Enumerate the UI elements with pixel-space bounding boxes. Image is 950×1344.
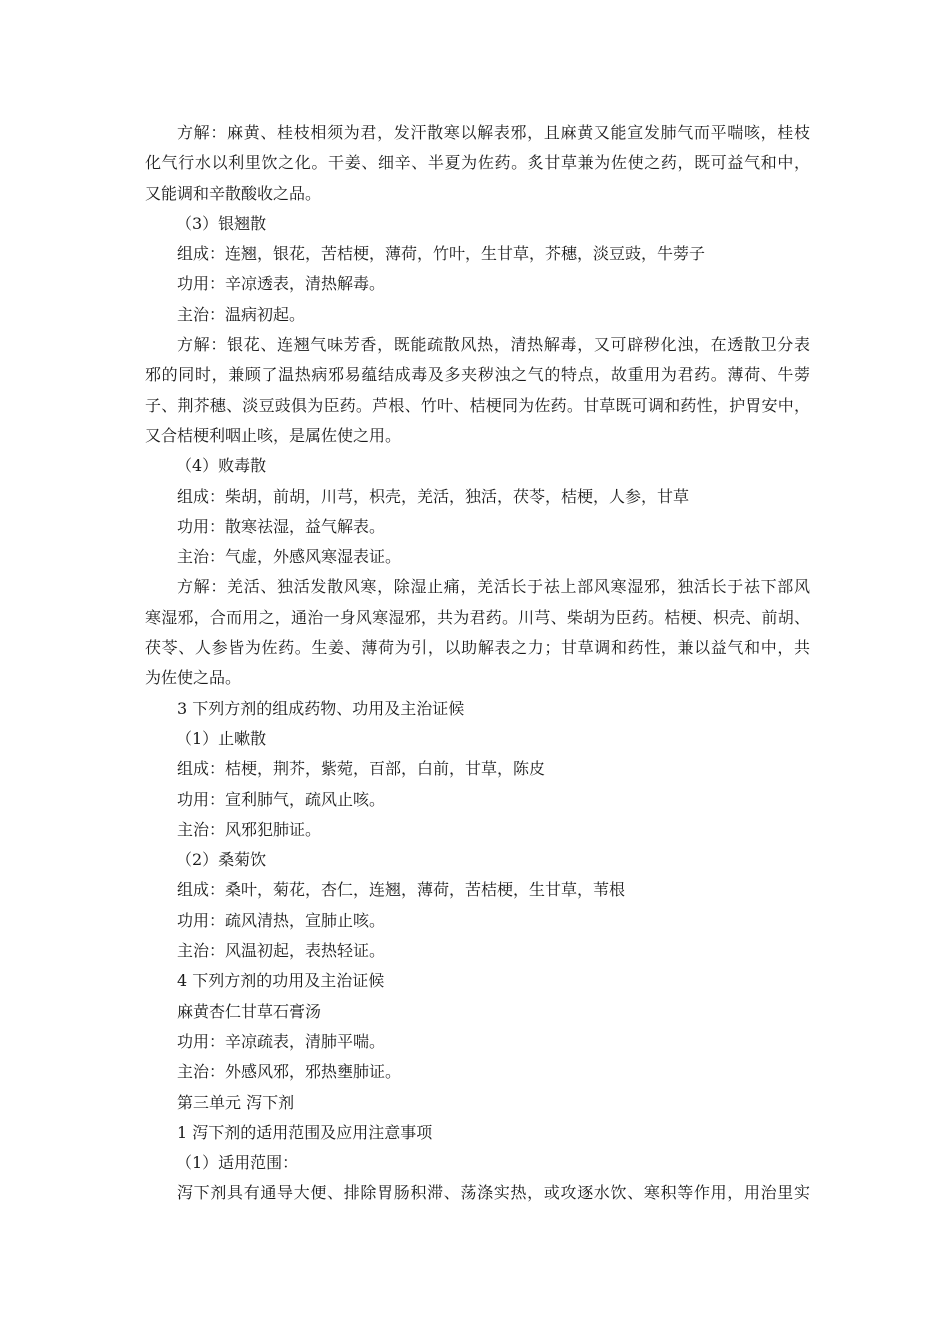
text-line: （2）桑菊饮 — [176, 850, 267, 870]
text-line: 化气行水以利里饮之化。干姜、细辛、半夏为佐药。炙甘草兼为佐使之药，既可益气和中， — [145, 153, 810, 173]
document-body — [145, 118, 810, 1209]
text-line: 组成：柴胡，前胡，川芎，枳壳，羌活，独活，茯苓，桔梗，人参，甘草 — [177, 486, 690, 506]
text-line: 麻黄杏仁甘草石膏汤 — [177, 1001, 322, 1021]
text-line: （1）适用范围： — [176, 1153, 299, 1173]
text-line: 子、荆芥穗、淡豆豉俱为臣药。芦根、竹叶、桔梗同为佐药。甘草既可调和药性，护胃安中， — [145, 395, 810, 415]
text-line: 4 下列方剂的功用及主治证候 — [177, 971, 385, 991]
text-line: 3 下列方剂的组成药物、功用及主治证候 — [177, 698, 465, 718]
text-line: 为佐使之品。 — [145, 668, 242, 688]
text-line: 1 泻下剂的适用范围及应用注意事项 — [177, 1122, 433, 1142]
text-line: 组成：连翘，银花，苦桔梗，薄荷，竹叶，生甘草，芥穗，淡豆豉，牛蒡子 — [177, 244, 706, 264]
text-line: （1）止嗽散 — [176, 728, 267, 748]
text-line: 功用：辛凉透表，清热解毒。 — [177, 274, 386, 294]
text-line: 方解：麻黄、桂枝相须为君，发汗散寒以解表邪，且麻黄又能宣发肺气而平喘咳，桂枝 — [177, 123, 810, 142]
text-line: 寒湿邪，合而用之，通治一身风寒湿邪，共为君药。川芎、柴胡为臣药。桔梗、枳壳、前胡、 — [145, 607, 810, 627]
text-line: 主治：风邪犯肺证。 — [177, 819, 322, 839]
text-line: 功用：辛凉疏表，清肺平喘。 — [177, 1031, 386, 1051]
text-line: 邪的同时，兼顾了温热病邪易蕴结成毒及多夹秽浊之气的特点，故重用为君药。薄荷、牛蒡 — [145, 365, 810, 385]
text-line: 主治：外感风邪，邪热壅肺证。 — [177, 1062, 402, 1082]
text-line: 主治：气虚，外感风寒湿表证。 — [177, 547, 402, 567]
text-line: 功用：宣利肺气，疏风止咳。 — [177, 789, 386, 809]
text-line: 泻下剂具有通导大便、排除胃肠积滞、荡涤实热，或攻逐水饮、寒积等作用，用治里实 — [177, 1183, 810, 1203]
text-line: 组成：桑叶，菊花，杏仁，连翘，薄荷，苦桔梗，生甘草，苇根 — [177, 880, 626, 900]
text-line: 又合桔梗利咽止咳，是属佐使之用。 — [145, 425, 402, 445]
text-line: 第三单元 泻下剂 — [177, 1092, 295, 1112]
text-line: （4）败毒散 — [176, 456, 267, 476]
text-line: （3）银翘散 — [176, 213, 267, 233]
text-line: 茯苓、人参皆为佐药。生姜、薄荷为引，以助解表之力；甘草调和药性，兼以益气和中，共 — [145, 638, 810, 658]
text-line: 方解：银花、连翘气味芳香，既能疏散风热，清热解毒，又可辟秽化浊，在透散卫分表 — [177, 335, 810, 355]
text-line: 功用：散寒祛湿，益气解表。 — [177, 516, 386, 536]
text-line: 方解：羌活、独活发散风寒，除湿止痛，羌活长于祛上部风寒湿邪，独活长于祛下部风 — [177, 577, 810, 597]
text-line: 组成：桔梗，荆芥，紫菀，百部，白前，甘草，陈皮 — [177, 759, 546, 779]
text-line: 又能调和辛散酸收之品。 — [145, 183, 322, 203]
text-line: 主治：风温初起，表热轻证。 — [177, 941, 386, 961]
text-line: 主治：温病初起。 — [177, 304, 306, 324]
text-line: 功用：疏风清热，宣肺止咳。 — [177, 910, 386, 930]
